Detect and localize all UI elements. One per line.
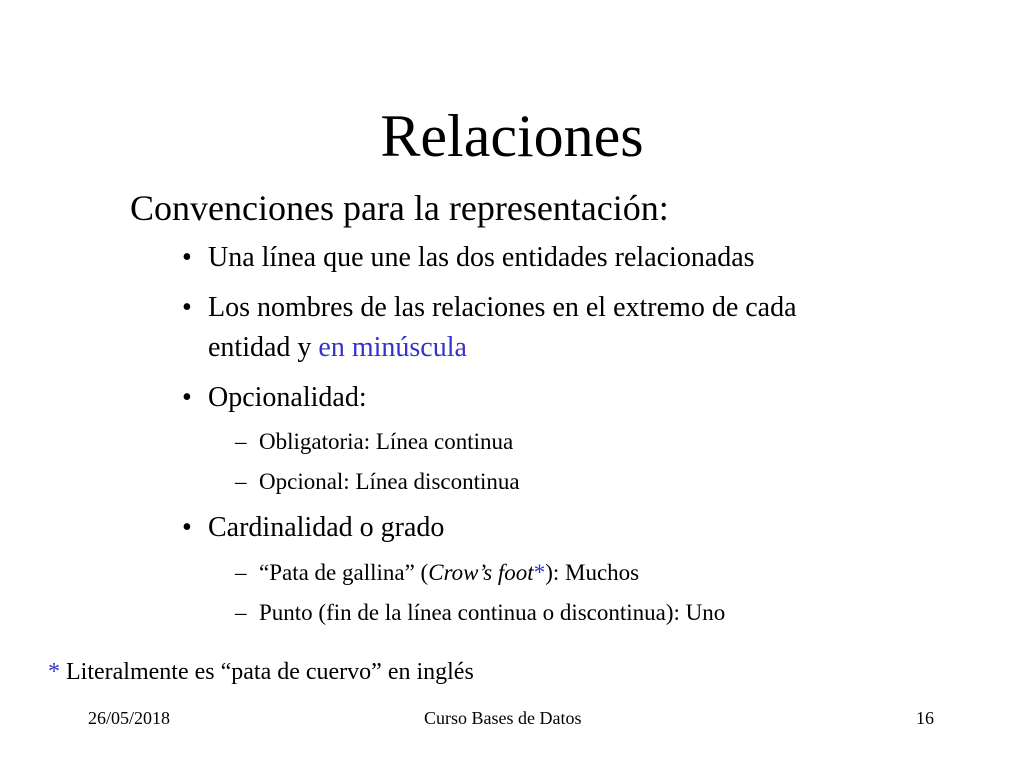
sub-item-text-before: “Pata de gallina” ( [259,560,429,585]
footer-page-number: 16 [916,708,934,728]
bullet-text-plain: entidad y [208,332,319,363]
bullet-marker: • [182,242,192,273]
bullet-marker: • [182,382,192,413]
footnote [48,656,474,688]
bullet-text: Cardinalidad o grado [208,512,445,543]
bullet-marker: • [182,512,192,543]
footnote-text: Literalmente es “pata de cuervo” en inglés [60,659,474,685]
footnote-asterisk: * [48,659,60,685]
footer-course: Curso Bases de Datos [424,708,582,728]
bullet-text-line1: Los nombres de las relaciones en el extremo de cada [208,292,797,323]
slide-subtitle: Convenciones para la representación: [130,188,669,228]
sub-item-text: Punto (fin de la línea continua o discontinua): Uno [259,600,726,625]
slide-title: Relaciones [380,103,644,169]
bullet-text: Una línea que une las dos entidades relacionadas [208,242,755,273]
sub-item-text: Obligatoria: Línea continua [259,429,514,454]
sub-item-text: Opcional: Línea discontinua [259,469,520,494]
sub-item-text-after: ): Muchos [545,560,640,585]
sub-item-text [259,558,639,588]
bullet-text-accent: en minúscula [318,332,467,363]
bullet-text: Opcionalidad: [208,382,367,413]
bullet-marker: • [182,292,192,323]
dash-marker: – [235,469,247,494]
asterisk-marker: * [533,560,546,585]
dash-marker: – [235,560,247,585]
dash-marker: – [235,600,247,625]
dash-marker: – [235,429,247,454]
bullet-text-line2 [208,330,467,366]
footer-date: 26/05/2018 [88,708,171,728]
sub-item-text-italic: Crow’s foot [428,560,534,585]
